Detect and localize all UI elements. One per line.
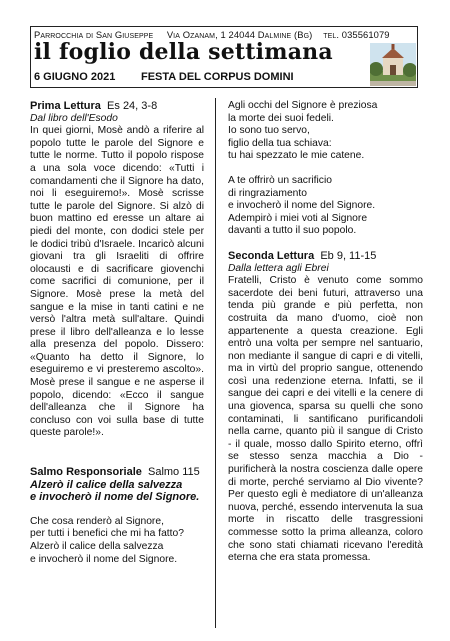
parish-name: Parrocchia di San Giuseppe	[34, 29, 154, 40]
psalm-line: Agli occhi del Signore è preziosa	[228, 100, 378, 111]
psalm-ref: Salmo 115	[148, 466, 200, 479]
second-reading-label: Seconda Lettura	[228, 249, 315, 262]
column-divider	[215, 98, 216, 628]
right-column	[228, 100, 423, 565]
psalm-line: per tutti i benefici che mi ha fatto?	[30, 528, 184, 540]
parish-phone: tel. 035561079	[323, 29, 390, 40]
issue-date: 6 GIUGNO 2021	[34, 71, 116, 83]
newsletter-title: il foglio della settimana	[34, 39, 333, 65]
second-reading-source: Dalla lettera agli Ebrei	[228, 262, 329, 274]
psalm-refrain-2: e invocherò il nome del Signore.	[30, 491, 200, 504]
feast-name: FESTA DEL CORPUS DOMINI	[141, 71, 294, 83]
psalm-line: tu hai spezzato le mie catene.	[228, 150, 365, 162]
psalm-line: Che cosa renderò al Signore,	[30, 515, 164, 527]
second-reading-heading	[228, 250, 423, 263]
first-reading-label: Prima Lettura	[30, 100, 101, 112]
psalm-line: figlio della tua schiava:	[228, 137, 332, 149]
psalm-label: Salmo Responsoriale	[30, 466, 142, 479]
psalm-line: A te offrirò un sacrificio	[228, 174, 332, 186]
newsletter-header	[30, 26, 418, 88]
psalm-line: la morte dei suoi fedeli.	[228, 112, 334, 124]
psalm-line: di ringraziamento	[228, 187, 307, 199]
first-reading-heading	[30, 100, 204, 113]
psalm-line: e invocherò il nome del Signore.	[30, 553, 178, 565]
second-reading-text: Fratelli, Cristo è venuto come sommo sacerdote dei beni futuri, attraverso una tenda più grande e più perfetta, non costruita da mano d'uomo, cioè non appartenente a questa creazione. Egli entrò una volta per sempre nel santuario, non mediante il sangue di capri e di vitelli, ma in virtù del proprio sangue, ottenendo così una redenzione eterna. Infatti, se il sangue dei capri e dei vitelli e la cenere di una giovenca, sparsa su quelli che sono contaminati, li santificano purificandoli nella carne, quanto più il sangue di Cristo - il quale, mosso dallo Spirito eterno, offrì se stesso senza macchia a Dio - purificherà la nostra coscienza dalle opere di morte, perché serviamo al Dio vivente? Per questo egli è mediatore di un'alleanza nuova, perché, essendo intervenuta la sua morte in riscatto delle trasgressioni commesse sotto la prima alleanza, coloro che sono stati chiamati ricevano l'eredità eterna che era stata promessa.	[228, 275, 423, 564]
parish-address: Via Ozanam, 1 24044 Dalmine (Bg)	[166, 29, 313, 40]
psalm-heading	[30, 466, 204, 479]
psalm-line: davanti a tutto il suo popolo.	[228, 225, 357, 237]
left-column	[30, 100, 204, 566]
first-reading-ref: Es 24, 3-8	[107, 100, 158, 112]
second-reading-ref: Eb 9, 11-15	[320, 249, 377, 262]
church-photo-icon	[370, 43, 416, 86]
psalm-refrain-1: Alzerò il calice della salvezza	[30, 478, 183, 491]
psalm-line: Io sono tuo servo,	[228, 125, 310, 137]
psalm-line: e invocherò il nome del Signore.	[228, 200, 376, 212]
first-reading-source: Dal libro dell'Esodo	[30, 112, 118, 124]
psalm-line: Alzerò il calice della salvezza	[30, 541, 164, 552]
first-reading-text: In quei giorni, Mosè andò a riferire al popolo tutte le parole del Signore e tutte le norme. Tutto il popolo rispose a una sola voce dicendo: «Tutti i comandamenti che il Signore ha dato, noi li eseguiremo!». Mosè scrisse tutte le parole del Signore. Si alzò di buon mattino ed eresse un altare ai piedi del monte, con dodici stele per le dodici tribù d'Israele. Incaricò alcuni giovani tra gli Israeliti di offrire olocausti e di sacrificare giovenchi come sacrifici di comunione, per il Signore. Mosè prese la metà del sangue e la mise in tanti catini e ne versò l'altra metà sull'altare. Quindi prese il libro dell'alleanza e lo lesse alla presenza del popolo. Dissero: «Quanto ha detto il Signore, lo eseguiremo e vi presteremo ascolto». Mosè prese il sangue e ne asperse il popolo, dicendo: «Ecco il sangue dell'alleanza che il Signore ha concluso con voi sulla base di tutte queste parole!».	[30, 125, 204, 439]
psalm-line: Adempirò i miei voti al Signore	[228, 212, 368, 224]
